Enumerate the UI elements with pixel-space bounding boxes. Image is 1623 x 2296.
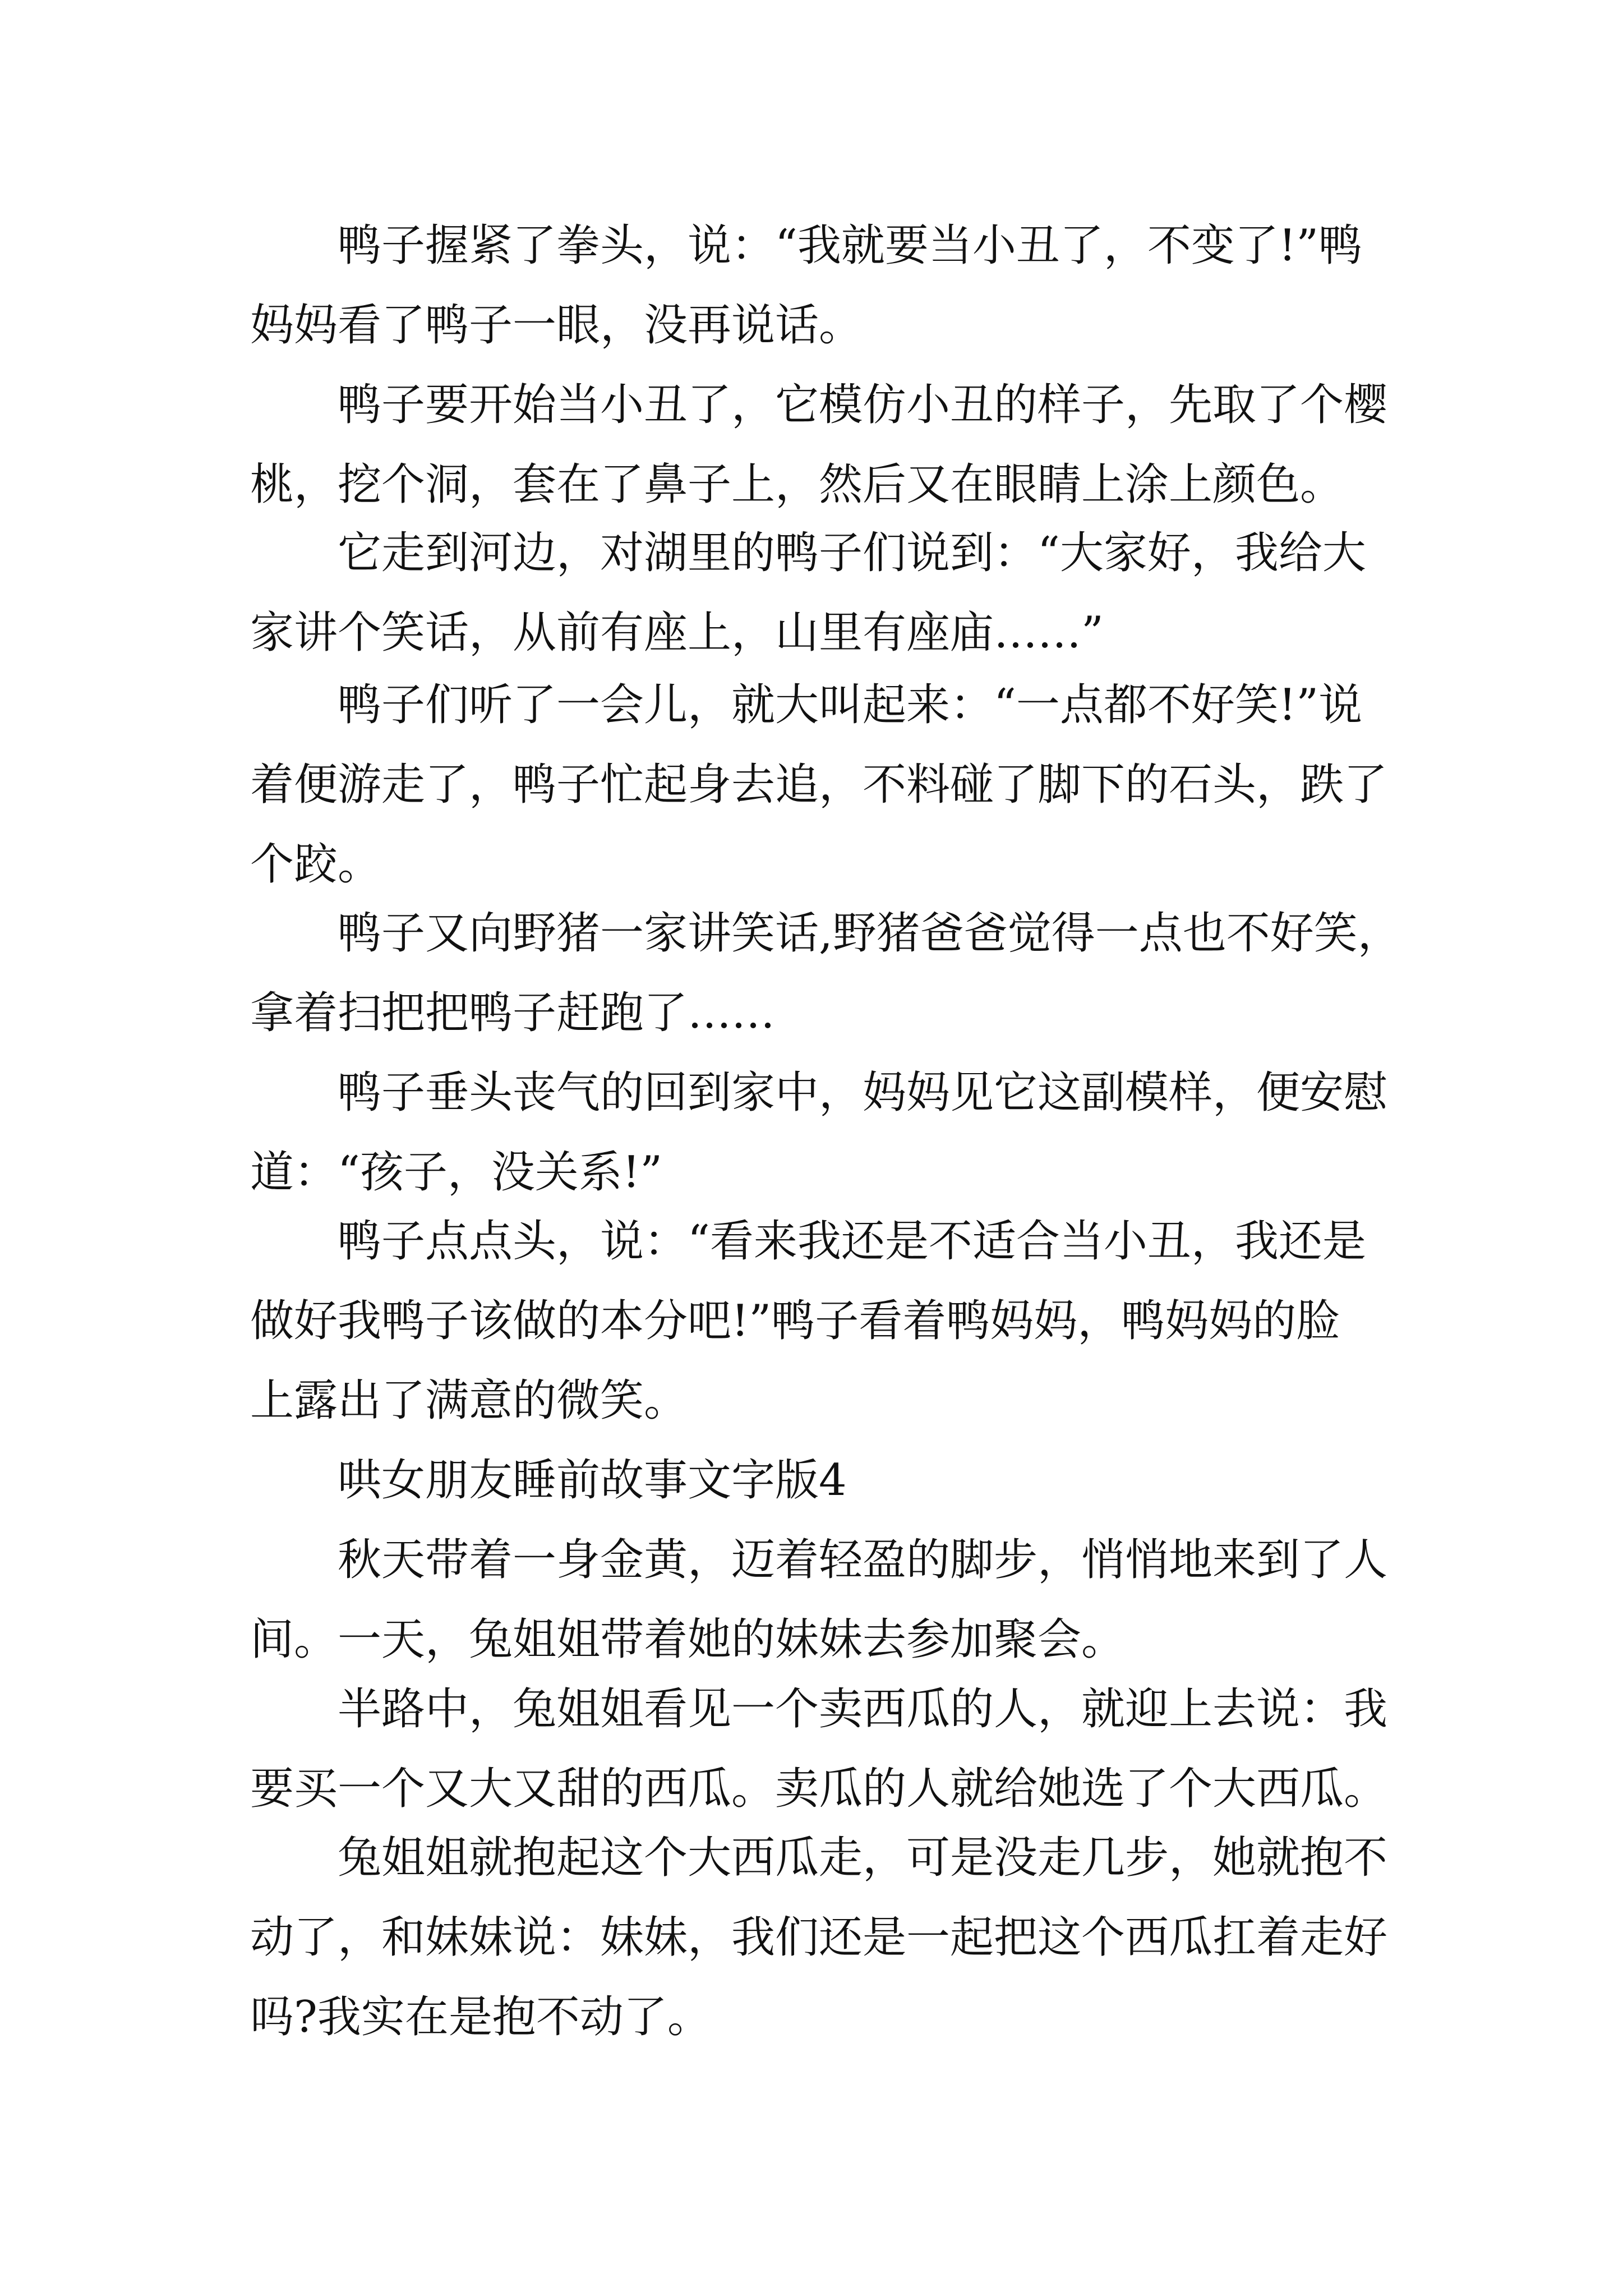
text-line: 鸭子点点头，说：“看来我还是不适合当小丑，我还是 <box>338 1216 1366 1267</box>
text-line: 鸭子们听了一会儿，就大叫起来：“一点都不好笑!”说 <box>338 680 1363 730</box>
section-heading: 哄女朋友睡前故事文字版4 <box>338 1455 847 1506</box>
text-line: 道：“孩子，没关系!” <box>250 1147 663 1198</box>
text-line: 鸭子又向野猪一家讲笑话,野猪爸爸觉得一点也不好笑， <box>338 908 1401 959</box>
text-line: 间。一天，兔姐姐带着她的妹妹去参加聚会。 <box>250 1614 1126 1665</box>
text-line: 鸭子握紧了拳头，说：“我就要当小丑了，不变了!”鸭 <box>338 220 1363 271</box>
text-line: 吗?我实在是抱不动了。 <box>250 1992 711 2042</box>
text-line: 鸭子垂头丧气的回到家中，妈妈见它这副模样，便安慰 <box>338 1068 1388 1118</box>
text-line: 上露出了满意的微笑。 <box>250 1375 688 1426</box>
text-line: 妈妈看了鸭子一眼，没再说话。 <box>250 300 863 351</box>
text-line: 秋天带着一身金黄，迈着轻盈的脚步，悄悄地来到了人 <box>338 1535 1388 1585</box>
text-line: 做好我鸭子该做的本分吧!”鸭子看着鸭妈妈，鸭妈妈的脸 <box>250 1296 1340 1346</box>
text-line: 桃，挖个洞，套在了鼻子上，然后又在眼睛上涂上颜色。 <box>250 459 1344 510</box>
text-line: 动了，和妹妹说：妹妹，我们还是一起把这个西瓜扛着走好 <box>250 1912 1388 1963</box>
text-line: 个跤。 <box>250 839 382 890</box>
text-line: 拿着扫把把鸭子赶跑了…… <box>250 988 776 1038</box>
text-line: 它走到河边，对湖里的鸭子们说到：“大家好，我给大 <box>338 528 1366 578</box>
text-line: 鸭子要开始当小丑了，它模仿小丑的样子，先取了个樱 <box>338 380 1388 430</box>
text-line: 家讲个笑话，从前有座上，山里有座庙……” <box>250 608 1104 658</box>
text-line: 要买一个又大又甜的西瓜。卖瓜的人就给她选了个大西瓜。 <box>250 1764 1388 1814</box>
text-line: 兔姐姐就抱起这个大西瓜走，可是没走几步，她就抱不 <box>338 1833 1388 1883</box>
text-line: 半路中，兔姐姐看见一个卖西瓜的人，就迎上去说：我 <box>338 1684 1388 1734</box>
text-line: 着便游走了，鸭子忙起身去追，不料碰了脚下的石头，跌了 <box>250 760 1388 810</box>
